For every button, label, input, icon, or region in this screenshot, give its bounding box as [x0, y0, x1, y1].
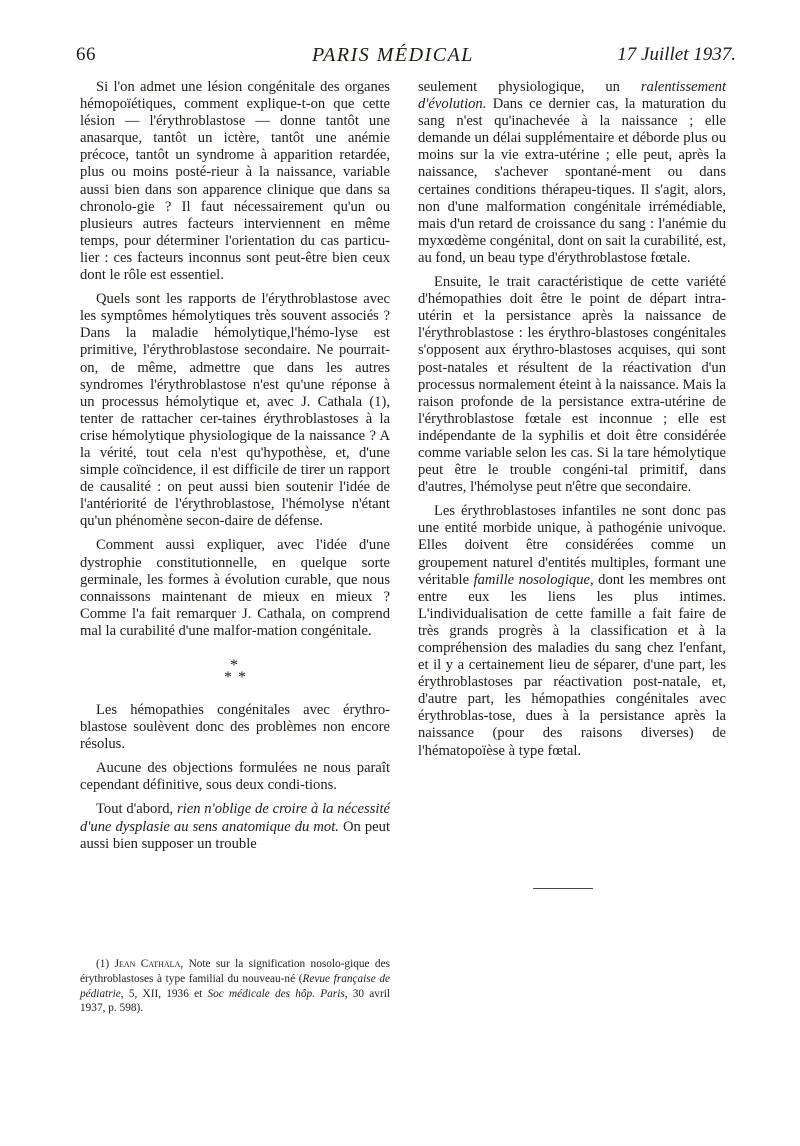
text-run: seulement physiologique, un — [418, 79, 641, 95]
paragraph: Comment aussi expliquer, avec l'idée d'une dystrophie constitutionnelle, en quelque sorte germinale, les formes à évolution curable, que nous connaissons maintenant de mieux en mieux ? Comme l'a fait remarquer J. Cathala, on comprend mal la curabilité d'une malfor-mation congénitale. — [80, 537, 390, 639]
text-run: Tout d'abord, — [96, 801, 177, 818]
right-column — [418, 79, 726, 760]
journal-name: Revue française de pédiatrie — [80, 972, 390, 1000]
text-run: Les érythroblastoses infantiles ne sont donc pas une entité morbide unique, à pathogénie univoque. Elles doivent être considérées comme un groupement naturel d'entités multiples, formant une véritable — [418, 503, 726, 588]
paragraph: Aucune des objections formulées ne nous paraît cependant définitive, sous deux condi-tions. — [80, 760, 390, 794]
issue-date: 17 Juillet 1937. — [617, 44, 736, 65]
italic-run: ralentissement d'évolution. — [418, 79, 726, 113]
text-run: On peut aussi bien supposer un trouble — [80, 818, 390, 852]
paragraph: Si l'on admet une lésion congénitale des organes hémopoïétiques, comment explique-t-on que cette lésion — l'érythroblastose — donne tantôt une anasarque, tantôt un ictère, tantôt une anémie précoce, tantôt un syndrome à apparition retardée, plus ou moins posté-rieur à la naissance, variable aussi bien dans son apparence clinique que dans sa chronolo-gie ? Il faut nécessairement qu'un ou plusieurs autres facteurs interviennent en même temps, pour déterminer l'orientation du cas particu-lier : ces facteurs inconnus sont peut-être bien ceux dont le rôle est essentiel. — [80, 79, 390, 284]
text-run: dont les membres ont entre eux les liens les plus intimes. L'individualisation de cette famille a fait faire de très grands progrès à la classification et à la compréhension des maladies du sang chez l'enfant, et il y a certainement lieu de séparer, d'une part, les érythroblastoses par réactivation post-natale, et, d'autre part, les hémopathies congénitales avec érythroblas-tose, dues à la persistance après la naissance (pour des raisons diverses) de l'hématopoïèse à type fœtal. — [418, 571, 726, 759]
paragraph — [418, 79, 726, 267]
journal-title: PARIS MÉDICAL — [312, 44, 474, 66]
footnote — [80, 957, 390, 1016]
italic-run: rien n'oblige de croire à la nécessité d'une dysplasie au sens anatomique du mot. — [80, 801, 390, 835]
section-asterism — [80, 657, 390, 686]
text-run: , Note sur la signification nosolo-gique des érythroblastoses à type familial du nouveau-né ( — [80, 958, 390, 985]
end-rule — [533, 888, 593, 889]
page-header — [76, 44, 736, 76]
asterism-bottom: ** — [224, 669, 252, 686]
footnote-author: Jean Cathala — [114, 958, 181, 970]
text-run: , 5, XII, 1936 et — [120, 987, 208, 1000]
paragraph: Ensuite, le trait caractéristique de cette variété d'hémopathies doit être le point de départ intra-utérin et la persistance après la naissance de l'érythroblastose : les érythro-blastoses congénitales s'opposent aux érythro-blastoses acquises, qui sont post-natales et résultent de la réactivation d'un processus normalement éteint à la naissance. Mais la raison profonde de la persistance extra-utérine de l'érythroblastose fœtale est inconnue ; elle est indépendante de la syphilis et doit être considérée comme variable selon les cas. Si la tare hémolytique peut être le trouble congéni-tal primitif, dans d'autres, l'hémolyse peut n'être que secondaire. — [418, 274, 726, 496]
asterism-top: * — [230, 657, 240, 674]
text-run: , 30 avril 1937, p. 598). — [80, 987, 390, 1015]
paragraph — [80, 801, 390, 852]
footnote-marker: (1) — [96, 958, 115, 970]
journal-name: Soc médicale des hôp. Paris — [207, 987, 345, 1000]
left-column — [80, 79, 390, 853]
paragraph: Quels sont les rapports de l'érythroblastose avec les symptômes hémolytiques très souvent associés ? Dans la maladie hémolytique,l'hémo-lyse est primitive, l'érythroblastose secondaire. Ne pourrait-on, de même, admettre que dans les autres syndromes l'érythroblastose n'est qu'une réponse à un processus hémolytique et, avec J. Cathala (1), tenter de rattacher cer-taines érythroblastoses à la crise hémolytique physiologique de la naissance ? A la vérité, tout cela n'est qu'hypothèse, et, d'une simple coïncidence, il est difficile de tirer un rapport de causalité : on peut aussi bien soutenir l'idée de l'antériorité de l'érythroblastose, l'hémolyse n'étant qu'un phénomène secon-daire de défense. — [80, 291, 390, 530]
page-number: 66 — [76, 44, 96, 65]
paragraph — [418, 503, 726, 759]
text-run: Dans ce dernier cas, la maturation du sang n'est qu'inachevée à la naissance ; elle demande un délai supplémentaire et déborde plus ou moins sur la vie extra-utérine ; elle peut, après la naissance, s'achever spontané-ment ou dans certaines conditions thérapeu-tiques. Il s'agit, alors, non d'une malformation congénitale irrémédiable, mais d'un retard de croissance du sang : l'anémie du myxœdème congénital, dont on sait la curabilité, est, au fond, un beau type d'érythroblastose fœtale. — [418, 96, 727, 266]
paragraph: Les hémopathies congénitales avec érythro-blastose soulèvent donc des problèmes non encore résolus. — [80, 702, 390, 753]
italic-run: famille nosologique, — [473, 571, 594, 588]
